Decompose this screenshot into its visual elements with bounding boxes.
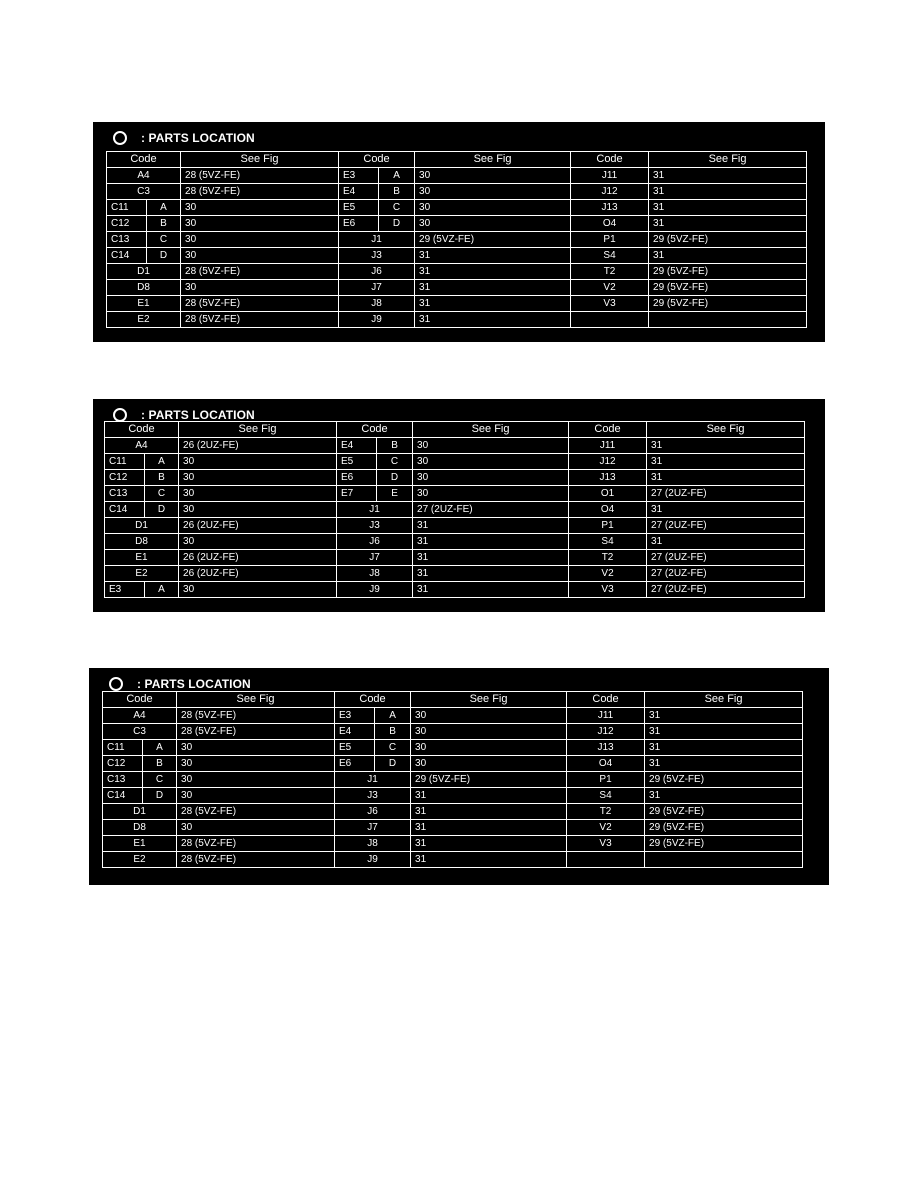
code-sub-cell: D [143, 788, 177, 804]
code-cell: J1 [337, 502, 413, 518]
code-cell: C11 [105, 454, 145, 470]
code-cell: E5 [335, 740, 375, 756]
see-fig-cell: 30 [181, 280, 339, 296]
code-cell: C3 [103, 724, 177, 740]
table-row [107, 296, 807, 312]
code-sub-cell: B [143, 756, 177, 772]
table-row [103, 788, 803, 804]
code-cell: E6 [335, 756, 375, 772]
see-fig-cell: 30 [413, 454, 569, 470]
code-sub-cell: D [375, 756, 411, 772]
code-cell: E7 [337, 486, 377, 502]
table-row [105, 502, 805, 518]
code-sub-cell: A [147, 200, 181, 216]
see-fig-cell: 29 (5VZ-FE) [645, 772, 803, 788]
code-header: Code [571, 152, 649, 168]
see-fig-header: See Fig [177, 692, 335, 708]
code-header: Code [337, 422, 413, 438]
see-fig-cell: 30 [415, 168, 571, 184]
code-cell: D1 [107, 264, 181, 280]
code-cell: C12 [105, 470, 145, 486]
see-fig-header: See Fig [645, 692, 803, 708]
see-fig-cell: 27 (2UZ-FE) [647, 550, 805, 566]
see-fig-cell: 28 (5VZ-FE) [181, 312, 339, 328]
code-cell: C14 [103, 788, 143, 804]
code-cell: C3 [107, 184, 181, 200]
code-cell: J3 [337, 518, 413, 534]
code-cell: J9 [335, 852, 411, 868]
see-fig-cell: 30 [181, 200, 339, 216]
table-row [103, 724, 803, 740]
table-row [107, 168, 807, 184]
code-cell: E4 [337, 438, 377, 454]
code-cell: O4 [569, 502, 647, 518]
see-fig-cell: 28 (5VZ-FE) [181, 264, 339, 280]
see-fig-cell: 31 [415, 248, 571, 264]
code-cell: T2 [567, 804, 645, 820]
code-sub-cell: C [143, 772, 177, 788]
code-cell: E6 [339, 216, 379, 232]
parts-table [102, 691, 803, 868]
code-cell: J6 [339, 264, 415, 280]
see-fig-cell: 29 (5VZ-FE) [649, 280, 807, 296]
see-fig-cell: 31 [413, 534, 569, 550]
code-cell: E1 [103, 836, 177, 852]
panel-title: : PARTS LOCATION [137, 677, 251, 691]
see-fig-cell: 31 [415, 264, 571, 280]
see-fig-cell: 31 [649, 248, 807, 264]
code-cell: S4 [571, 248, 649, 264]
see-fig-cell: 30 [177, 740, 335, 756]
code-cell: C14 [107, 248, 147, 264]
table-row [105, 470, 805, 486]
panel-title: : PARTS LOCATION [141, 131, 255, 145]
code-cell: O1 [569, 486, 647, 502]
code-sub-cell: B [379, 184, 415, 200]
code-cell: D8 [103, 820, 177, 836]
code-cell: J6 [335, 804, 411, 820]
code-cell: J13 [567, 740, 645, 756]
see-fig-cell: 31 [645, 724, 803, 740]
see-fig-cell: 31 [649, 216, 807, 232]
see-fig-cell: 29 (5VZ-FE) [411, 772, 567, 788]
code-sub-cell: D [377, 470, 413, 486]
code-cell: V3 [567, 836, 645, 852]
parts-table [104, 421, 805, 598]
code-cell: J1 [339, 232, 415, 248]
code-cell [571, 312, 649, 328]
see-fig-cell: 30 [177, 772, 335, 788]
see-fig-cell: 31 [647, 502, 805, 518]
code-cell: E3 [339, 168, 379, 184]
code-cell: J12 [567, 724, 645, 740]
table-row [103, 836, 803, 852]
code-sub-cell: C [379, 200, 415, 216]
see-fig-cell: 31 [645, 788, 803, 804]
see-fig-cell: 28 (5VZ-FE) [181, 168, 339, 184]
see-fig-cell: 30 [413, 438, 569, 454]
see-fig-cell: 30 [181, 232, 339, 248]
code-cell: P1 [567, 772, 645, 788]
table-row [105, 582, 805, 598]
table-row [107, 264, 807, 280]
code-header: Code [335, 692, 411, 708]
code-header: Code [567, 692, 645, 708]
code-cell: D8 [107, 280, 181, 296]
code-sub-cell: B [145, 470, 179, 486]
see-fig-cell: 30 [411, 724, 567, 740]
table-header-row [105, 422, 805, 438]
see-fig-cell: 31 [411, 836, 567, 852]
see-fig-cell: 29 (5VZ-FE) [649, 296, 807, 312]
see-fig-cell: 27 (2UZ-FE) [647, 518, 805, 534]
code-cell: E3 [105, 582, 145, 598]
code-sub-cell: B [375, 724, 411, 740]
code-cell: J1 [335, 772, 411, 788]
code-cell: J3 [339, 248, 415, 264]
table-row [103, 820, 803, 836]
see-fig-cell: 29 (5VZ-FE) [645, 804, 803, 820]
see-fig-header: See Fig [647, 422, 805, 438]
see-fig-cell: 29 (5VZ-FE) [649, 264, 807, 280]
panel-title: : PARTS LOCATION [141, 408, 255, 422]
code-cell: O4 [567, 756, 645, 772]
code-cell: E2 [105, 566, 179, 582]
see-fig-cell: 31 [647, 470, 805, 486]
table-row [105, 454, 805, 470]
table-row [105, 438, 805, 454]
code-cell: D8 [105, 534, 179, 550]
code-cell: J9 [337, 582, 413, 598]
table-row [105, 534, 805, 550]
table-header-row [107, 152, 807, 168]
see-fig-header: See Fig [415, 152, 571, 168]
code-sub-cell: B [377, 438, 413, 454]
see-fig-cell: 31 [649, 200, 807, 216]
see-fig-cell: 31 [647, 454, 805, 470]
code-header: Code [339, 152, 415, 168]
see-fig-header: See Fig [411, 692, 567, 708]
code-cell: V2 [569, 566, 647, 582]
code-cell: J11 [571, 168, 649, 184]
see-fig-cell: 30 [413, 486, 569, 502]
see-fig-cell: 30 [177, 820, 335, 836]
see-fig-cell: 31 [413, 582, 569, 598]
code-cell: A4 [103, 708, 177, 724]
code-sub-cell: C [375, 740, 411, 756]
panel-header [113, 128, 255, 148]
code-cell: P1 [569, 518, 647, 534]
see-fig-cell: 30 [413, 470, 569, 486]
table-row [105, 486, 805, 502]
code-sub-cell: C [145, 486, 179, 502]
see-fig-cell: 30 [179, 582, 337, 598]
table-row [107, 200, 807, 216]
table-row [107, 312, 807, 328]
table-header-row [103, 692, 803, 708]
code-cell: J12 [571, 184, 649, 200]
code-cell: D1 [103, 804, 177, 820]
see-fig-cell: 31 [415, 280, 571, 296]
code-sub-cell: D [145, 502, 179, 518]
code-cell: J11 [567, 708, 645, 724]
parts-table [106, 151, 807, 328]
see-fig-cell: 30 [411, 708, 567, 724]
code-cell: C13 [103, 772, 143, 788]
code-sub-cell: E [377, 486, 413, 502]
see-fig-cell: 27 (2UZ-FE) [647, 486, 805, 502]
code-cell: J11 [569, 438, 647, 454]
code-cell: J12 [569, 454, 647, 470]
code-header: Code [103, 692, 177, 708]
code-cell: C14 [105, 502, 145, 518]
code-cell: D1 [105, 518, 179, 534]
code-cell: S4 [569, 534, 647, 550]
code-sub-cell: D [379, 216, 415, 232]
see-fig-header: See Fig [179, 422, 337, 438]
code-sub-cell: A [143, 740, 177, 756]
see-fig-cell: 27 (2UZ-FE) [647, 566, 805, 582]
see-fig-cell: 28 (5VZ-FE) [177, 724, 335, 740]
see-fig-cell: 30 [177, 756, 335, 772]
code-cell [567, 852, 645, 868]
see-fig-cell [649, 312, 807, 328]
parts-location-panel-1 [93, 122, 825, 342]
code-sub-cell: C [147, 232, 181, 248]
see-fig-cell: 26 (2UZ-FE) [179, 550, 337, 566]
see-fig-cell: 26 (2UZ-FE) [179, 518, 337, 534]
see-fig-cell: 31 [411, 788, 567, 804]
table-row [107, 248, 807, 264]
code-cell: C11 [103, 740, 143, 756]
code-sub-cell: A [145, 454, 179, 470]
code-cell: V2 [567, 820, 645, 836]
code-cell: J8 [339, 296, 415, 312]
table-row [103, 756, 803, 772]
see-fig-cell: 27 (2UZ-FE) [647, 582, 805, 598]
see-fig-cell: 29 (5VZ-FE) [415, 232, 571, 248]
see-fig-header: See Fig [649, 152, 807, 168]
see-fig-cell: 30 [411, 756, 567, 772]
see-fig-cell: 31 [649, 184, 807, 200]
see-fig-cell: 29 (5VZ-FE) [645, 820, 803, 836]
see-fig-header: See Fig [181, 152, 339, 168]
code-cell: E1 [107, 296, 181, 312]
table-row [107, 280, 807, 296]
table-row [107, 216, 807, 232]
circle-icon [109, 677, 123, 691]
code-cell: J7 [337, 550, 413, 566]
see-fig-cell: 31 [647, 534, 805, 550]
code-sub-cell: C [377, 454, 413, 470]
code-cell: J8 [335, 836, 411, 852]
code-cell: C13 [105, 486, 145, 502]
see-fig-cell: 30 [181, 216, 339, 232]
table-row [103, 740, 803, 756]
table-row [103, 772, 803, 788]
see-fig-cell: 31 [411, 852, 567, 868]
code-cell: O4 [571, 216, 649, 232]
code-cell: E3 [335, 708, 375, 724]
code-cell: T2 [569, 550, 647, 566]
table-row [107, 184, 807, 200]
code-cell: J8 [337, 566, 413, 582]
see-fig-cell: 30 [415, 200, 571, 216]
see-fig-cell: 30 [179, 454, 337, 470]
parts-location-panel-3 [89, 668, 829, 885]
code-sub-cell: A [379, 168, 415, 184]
code-cell: E5 [339, 200, 379, 216]
see-fig-cell: 30 [177, 788, 335, 804]
code-cell: T2 [571, 264, 649, 280]
see-fig-cell: 30 [179, 534, 337, 550]
table-row [107, 232, 807, 248]
code-cell: J13 [571, 200, 649, 216]
see-fig-cell: 30 [415, 216, 571, 232]
code-cell: E6 [337, 470, 377, 486]
see-fig-cell: 28 (5VZ-FE) [177, 708, 335, 724]
see-fig-cell: 28 (5VZ-FE) [181, 296, 339, 312]
see-fig-cell: 27 (2UZ-FE) [413, 502, 569, 518]
code-sub-cell: A [375, 708, 411, 724]
code-cell: J6 [337, 534, 413, 550]
code-cell: C13 [107, 232, 147, 248]
code-cell: V2 [571, 280, 649, 296]
table-row [103, 804, 803, 820]
see-fig-cell: 30 [179, 502, 337, 518]
code-cell: E4 [335, 724, 375, 740]
code-cell: E2 [107, 312, 181, 328]
code-cell: C11 [107, 200, 147, 216]
see-fig-cell: 28 (5VZ-FE) [177, 836, 335, 852]
code-cell: E1 [105, 550, 179, 566]
code-cell: S4 [567, 788, 645, 804]
code-cell: V3 [569, 582, 647, 598]
code-cell: C12 [107, 216, 147, 232]
see-fig-cell: 31 [413, 566, 569, 582]
see-fig-cell: 31 [415, 312, 571, 328]
table-row [103, 708, 803, 724]
code-cell: J7 [339, 280, 415, 296]
see-fig-cell: 31 [649, 168, 807, 184]
table-row [105, 550, 805, 566]
circle-icon [113, 131, 127, 145]
see-fig-cell: 28 (5VZ-FE) [177, 804, 335, 820]
see-fig-header: See Fig [413, 422, 569, 438]
code-cell: J9 [339, 312, 415, 328]
see-fig-cell: 30 [181, 248, 339, 264]
see-fig-cell: 28 (5VZ-FE) [181, 184, 339, 200]
see-fig-cell: 30 [411, 740, 567, 756]
code-sub-cell: D [147, 248, 181, 264]
see-fig-cell: 31 [413, 518, 569, 534]
code-cell: J3 [335, 788, 411, 804]
see-fig-cell: 30 [179, 470, 337, 486]
code-sub-cell: A [145, 582, 179, 598]
code-cell: J13 [569, 470, 647, 486]
code-cell: J7 [335, 820, 411, 836]
table-row [105, 566, 805, 582]
see-fig-cell: 29 (5VZ-FE) [645, 836, 803, 852]
see-fig-cell [645, 852, 803, 868]
table-row [103, 852, 803, 868]
code-cell: P1 [571, 232, 649, 248]
see-fig-cell: 26 (2UZ-FE) [179, 566, 337, 582]
code-sub-cell: B [147, 216, 181, 232]
see-fig-cell: 31 [645, 756, 803, 772]
code-cell: E4 [339, 184, 379, 200]
see-fig-cell: 31 [645, 708, 803, 724]
see-fig-cell: 26 (2UZ-FE) [179, 438, 337, 454]
circle-icon [113, 408, 127, 422]
code-header: Code [569, 422, 647, 438]
code-cell: A4 [107, 168, 181, 184]
code-header: Code [105, 422, 179, 438]
see-fig-cell: 31 [413, 550, 569, 566]
code-cell: A4 [105, 438, 179, 454]
code-header: Code [107, 152, 181, 168]
see-fig-cell: 31 [415, 296, 571, 312]
see-fig-cell: 31 [411, 804, 567, 820]
code-cell: V3 [571, 296, 649, 312]
table-row [105, 518, 805, 534]
see-fig-cell: 31 [645, 740, 803, 756]
code-cell: E2 [103, 852, 177, 868]
code-cell: C12 [103, 756, 143, 772]
see-fig-cell: 30 [179, 486, 337, 502]
code-cell: E5 [337, 454, 377, 470]
see-fig-cell: 31 [647, 438, 805, 454]
parts-location-panel-2 [93, 399, 825, 612]
see-fig-cell: 31 [411, 820, 567, 836]
see-fig-cell: 29 (5VZ-FE) [649, 232, 807, 248]
see-fig-cell: 28 (5VZ-FE) [177, 852, 335, 868]
see-fig-cell: 30 [415, 184, 571, 200]
